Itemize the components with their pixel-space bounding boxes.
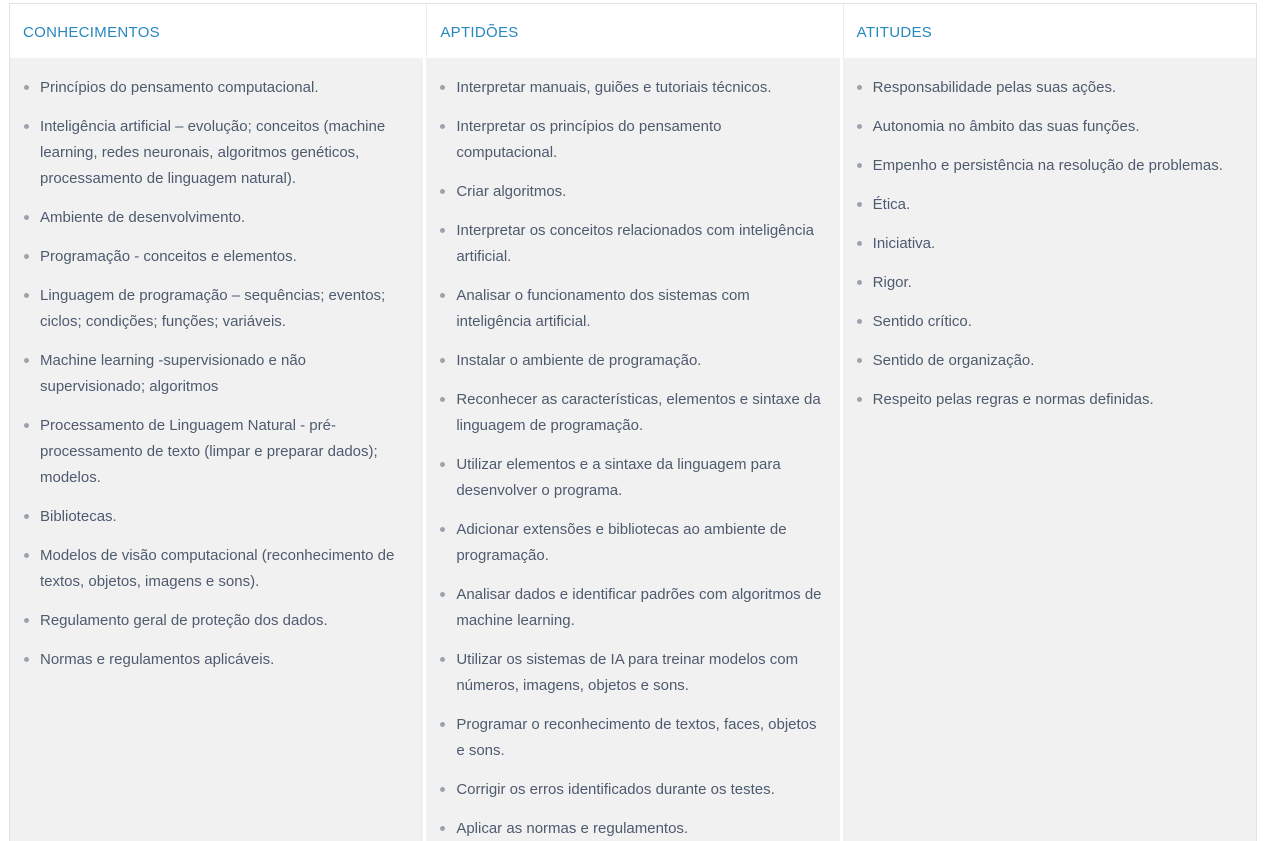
list-item-text: Autonomia no âmbito das suas funções.	[872, 118, 1140, 135]
list-item	[439, 387, 825, 439]
bullet-icon	[440, 85, 445, 90]
list-item-text: Bibliotecas.	[40, 508, 117, 525]
list-item-text: Programação - conceitos e elementos.	[40, 248, 297, 265]
list-item-text: Adicionar extensões e bibliotecas ao ambiente de programação.	[456, 521, 787, 564]
list-item	[23, 543, 409, 595]
bullet-icon	[857, 358, 862, 363]
list-item-text: Interpretar os princípios do pensamento computacional.	[456, 118, 722, 161]
list-item-text: Ambiente de desenvolvimento.	[40, 209, 246, 226]
list-item-text: Interpretar os conceitos relacionados com inteligência artificial.	[456, 222, 815, 265]
list-item	[23, 244, 409, 270]
column-header-aptidoes: APTIDÕES	[426, 4, 839, 58]
list-item	[856, 153, 1242, 179]
list-item	[439, 582, 825, 634]
list-item-text: Utilizar elementos e a sintaxe da linguagem para desenvolver o programa.	[456, 456, 781, 499]
bullet-icon	[440, 722, 445, 727]
list-item	[856, 387, 1242, 413]
bullet-icon	[440, 826, 445, 831]
bullet-icon	[24, 358, 29, 363]
list-item	[23, 504, 409, 530]
list-item	[23, 283, 409, 335]
list-item	[439, 114, 825, 166]
list-item-text: Modelos de visão computacional (reconhecimento de textos, objetos, imagens e sons).	[40, 547, 395, 590]
list-item	[439, 647, 825, 699]
list-item	[439, 712, 825, 764]
bullet-icon	[440, 657, 445, 662]
bullet-icon	[857, 319, 862, 324]
list-item-text: Sentido de organização.	[872, 352, 1035, 369]
bullet-icon	[440, 228, 445, 233]
list-item-text: Processamento de Linguagem Natural - pré-processamento de texto (limpar e preparar dados); modelos.	[40, 417, 378, 486]
bullet-icon	[24, 657, 29, 662]
list-item-text: Criar algoritmos.	[456, 183, 567, 200]
list-item	[23, 114, 409, 192]
atitudes-list	[843, 58, 1256, 841]
conhecimentos-list	[10, 58, 423, 841]
aptidoes-list	[426, 58, 839, 841]
bullet-icon	[857, 85, 862, 90]
list-item	[856, 192, 1242, 218]
list-item	[856, 114, 1242, 140]
list-item	[856, 231, 1242, 257]
competency-table	[9, 3, 1257, 841]
bullet-icon	[857, 397, 862, 402]
list-item	[856, 348, 1242, 374]
list-item-text: Analisar dados e identificar padrões com algoritmos de machine learning.	[456, 586, 822, 629]
list-item	[439, 348, 825, 374]
column-aptidoes	[426, 4, 839, 841]
bullet-icon	[857, 280, 862, 285]
bullet-icon	[857, 202, 862, 207]
list-item-text: Responsabilidade pelas suas ações.	[872, 79, 1117, 96]
list-item	[439, 179, 825, 205]
list-item	[439, 517, 825, 569]
list-item-text: Corrigir os erros identificados durante os testes.	[456, 781, 775, 798]
list-item	[856, 270, 1242, 296]
list-item	[439, 816, 825, 841]
list-item-text: Empenho e persistência na resolução de problemas.	[872, 157, 1223, 174]
bullet-icon	[24, 293, 29, 298]
column-header-atitudes: ATITUDES	[843, 4, 1256, 58]
bullet-icon	[24, 514, 29, 519]
list-item-text: Instalar o ambiente de programação.	[456, 352, 702, 369]
list-item	[23, 348, 409, 400]
list-item-text: Iniciativa.	[872, 235, 936, 252]
bullet-icon	[24, 618, 29, 623]
list-item	[23, 75, 409, 101]
list-item-text: Utilizar os sistemas de IA para treinar modelos com números, imagens, objetos e sons.	[456, 651, 799, 694]
column-header-conhecimentos: CONHECIMENTOS	[10, 4, 423, 58]
list-item-text: Normas e regulamentos aplicáveis.	[40, 651, 275, 668]
bullet-icon	[440, 124, 445, 129]
list-item-text: Rigor.	[872, 274, 912, 291]
list-item-text: Ética.	[872, 196, 911, 213]
list-item	[439, 777, 825, 803]
list-item-text: Princípios do pensamento computacional.	[40, 79, 319, 96]
list-item	[23, 413, 409, 491]
list-item-text: Analisar o funcionamento dos sistemas com inteligência artificial.	[456, 287, 750, 330]
list-item-text: Linguagem de programação – sequências; eventos; ciclos; condições; funções; variáveis.	[40, 287, 386, 330]
list-item-text: Aplicar as normas e regulamentos.	[456, 820, 689, 837]
bullet-icon	[440, 397, 445, 402]
list-item	[23, 205, 409, 231]
list-item-text: Machine learning -supervisionado e não supervisionado; algoritmos	[40, 352, 307, 395]
list-item-text: Regulamento geral de proteção dos dados.	[40, 612, 328, 629]
bullet-icon	[440, 592, 445, 597]
bullet-icon	[440, 293, 445, 298]
list-item-text: Respeito pelas regras e normas definidas.	[872, 391, 1154, 408]
bullet-icon	[440, 462, 445, 467]
bullet-icon	[857, 163, 862, 168]
list-item	[23, 608, 409, 634]
column-conhecimentos	[10, 4, 423, 841]
list-item	[856, 309, 1242, 335]
bullet-icon	[24, 553, 29, 558]
list-item-text: Reconhecer as características, elementos e sintaxe da linguagem de programação.	[456, 391, 821, 434]
bullet-icon	[24, 85, 29, 90]
bullet-icon	[857, 124, 862, 129]
list-item	[439, 75, 825, 101]
list-item-text: Interpretar manuais, guiões e tutoriais técnicos.	[456, 79, 772, 96]
bullet-icon	[857, 241, 862, 246]
bullet-icon	[440, 189, 445, 194]
bullet-icon	[440, 358, 445, 363]
bullet-icon	[24, 254, 29, 259]
list-item	[439, 452, 825, 504]
bullet-icon	[440, 527, 445, 532]
list-item-text: Inteligência artificial – evolução; conceitos (machine learning, redes neuronais, algoritmos genéticos, processamento de linguagem natural).	[40, 118, 386, 187]
list-item	[23, 647, 409, 673]
bullet-icon	[440, 787, 445, 792]
bullet-icon	[24, 124, 29, 129]
list-item-text: Programar o reconhecimento de textos, faces, objetos e sons.	[456, 716, 817, 759]
list-item	[856, 75, 1242, 101]
bullet-icon	[24, 215, 29, 220]
bullet-icon	[24, 423, 29, 428]
list-item-text: Sentido crítico.	[872, 313, 972, 330]
list-item	[439, 218, 825, 270]
column-atitudes	[843, 4, 1256, 841]
list-item	[439, 283, 825, 335]
